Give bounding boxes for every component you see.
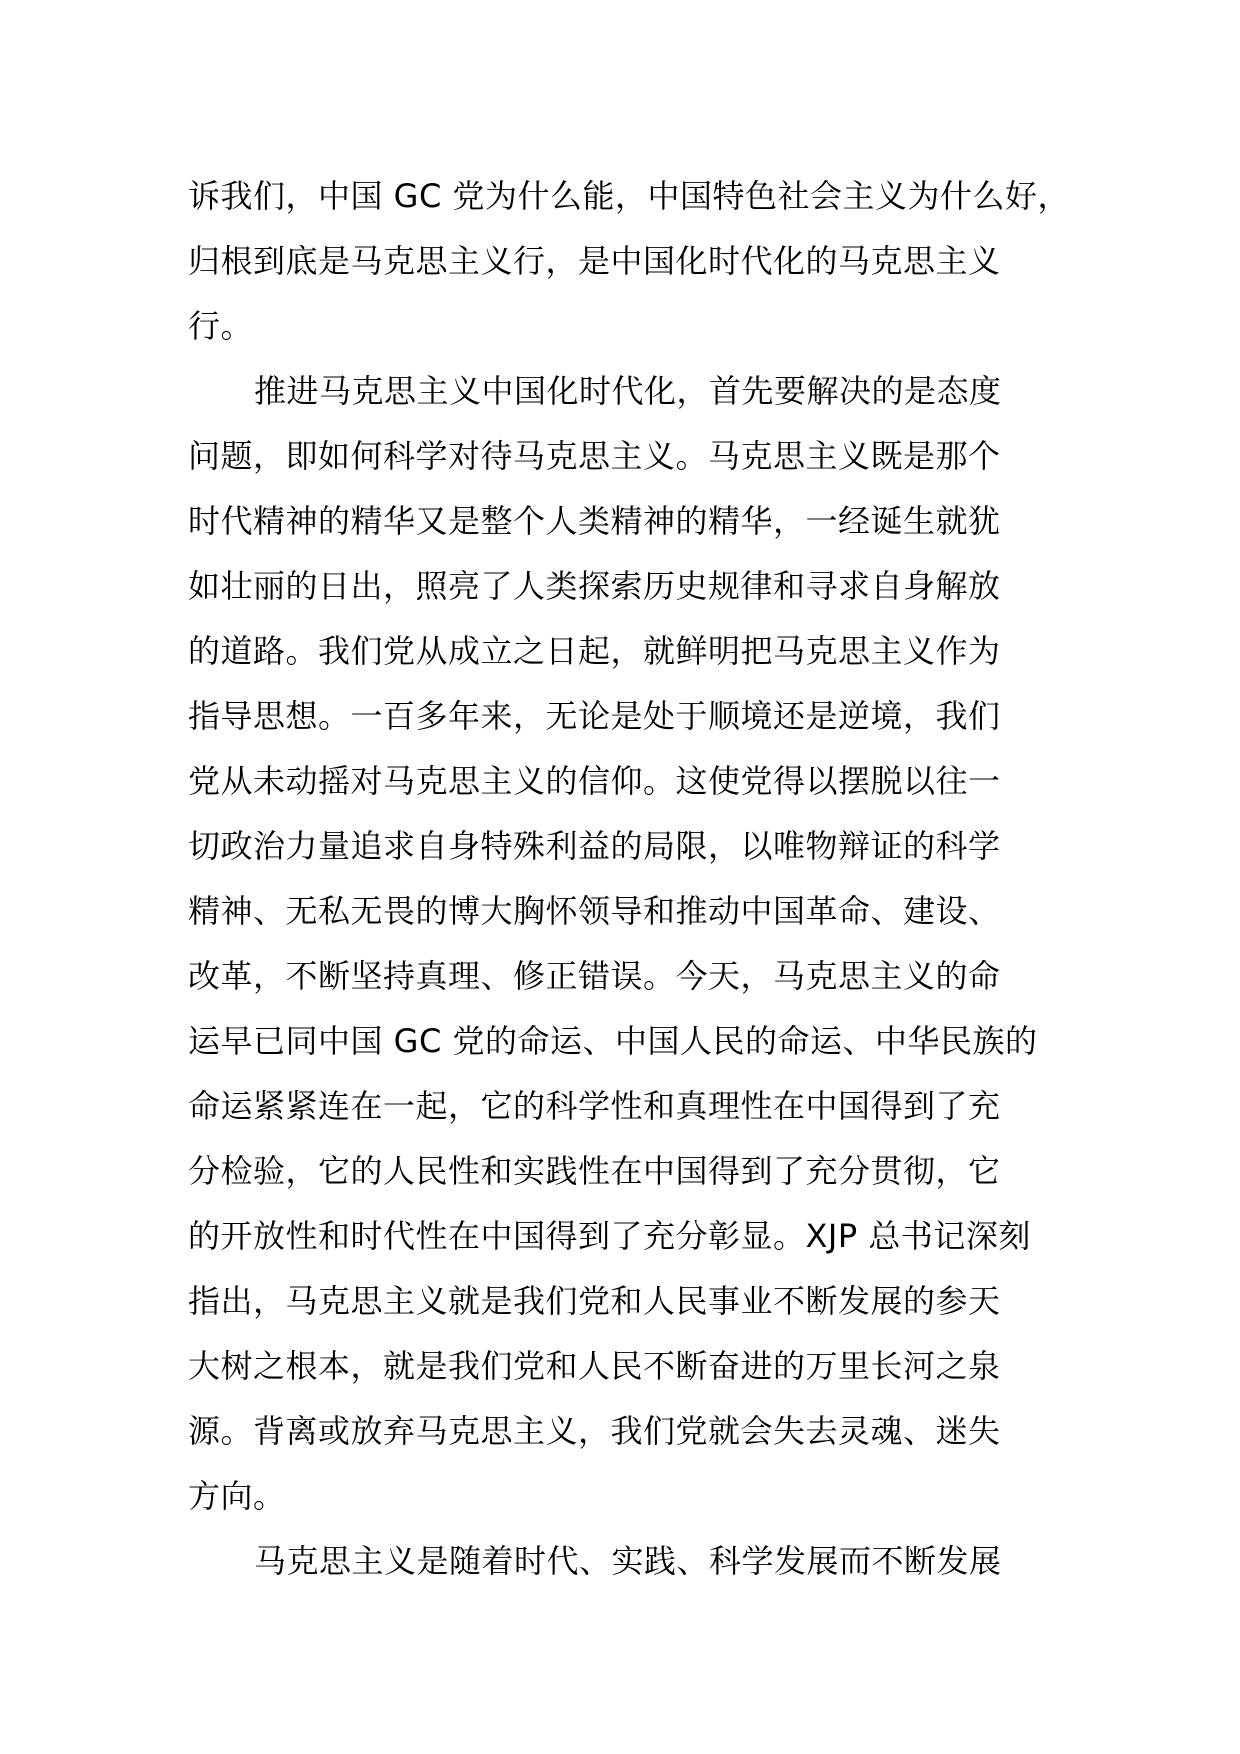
text-line: 归根到底是马克思主义行，是中国化时代化的马克思主义 (188, 242, 1001, 280)
text-line: 改革，不断坚持真理、修正错误。今天，马克思主义的命 (188, 957, 1001, 995)
text-line: 分检验，它的人民性和实践性在中国得到了充分贯彻，它 (188, 1152, 1001, 1190)
text-line: 运早已同中国 GC 党的命运、中国人民的命运、中华民族的 (188, 1022, 1038, 1060)
text-line: 命运紧紧连在一起，它的科学性和真理性在中国得到了充 (188, 1087, 1001, 1125)
text-line: 源。背离或放弃马克思主义，我们党就会失去灵魂、迷失 (188, 1412, 1001, 1450)
paragraph-start-line: 马克思主义是随着时代、实践、科学发展而不断发展 (254, 1542, 1002, 1580)
text-line: 大树之根本，就是我们党和人民不断奋进的万里长河之泉 (188, 1347, 1001, 1385)
text-line: 切政治力量追求自身特殊利益的局限，以唯物辩证的科学 (188, 827, 1001, 865)
text-line: 精神、无私无畏的博大胸怀领导和推动中国革命、建设、 (188, 892, 1001, 930)
text-line: 如壮丽的日出，照亮了人类探索历史规律和寻求自身解放 (188, 567, 1001, 605)
text-line: 诉我们，中国 GC 党为什么能，中国特色社会主义为什么好， (188, 177, 1070, 215)
paragraph-start-line: 推进马克思主义中国化时代化，首先要解决的是态度 (254, 372, 1002, 410)
body-text (188, 164, 1070, 1594)
text-line: 行。 (188, 307, 254, 345)
text-line: 党从未动摇对马克思主义的信仰。这使党得以摆脱以往一 (188, 762, 1001, 800)
text-line: 指导思想。一百多年来，无论是处于顺境还是逆境，我们 (188, 697, 1001, 735)
text-line: 的道路。我们党从成立之日起，就鲜明把马克思主义作为 (188, 632, 1001, 670)
text-line: 方向。 (188, 1477, 286, 1515)
text-line: 的开放性和时代性在中国得到了充分彰显。XJP 总书记深刻 (188, 1217, 1031, 1255)
text-line: 问题，即如何科学对待马克思主义。马克思主义既是那个 (188, 437, 1001, 475)
text-line: 时代精神的精华又是整个人类精神的精华，一经诞生就犹 (188, 502, 1001, 540)
text-line: 指出，马克思主义就是我们党和人民事业不断发展的参天 (188, 1282, 1001, 1320)
